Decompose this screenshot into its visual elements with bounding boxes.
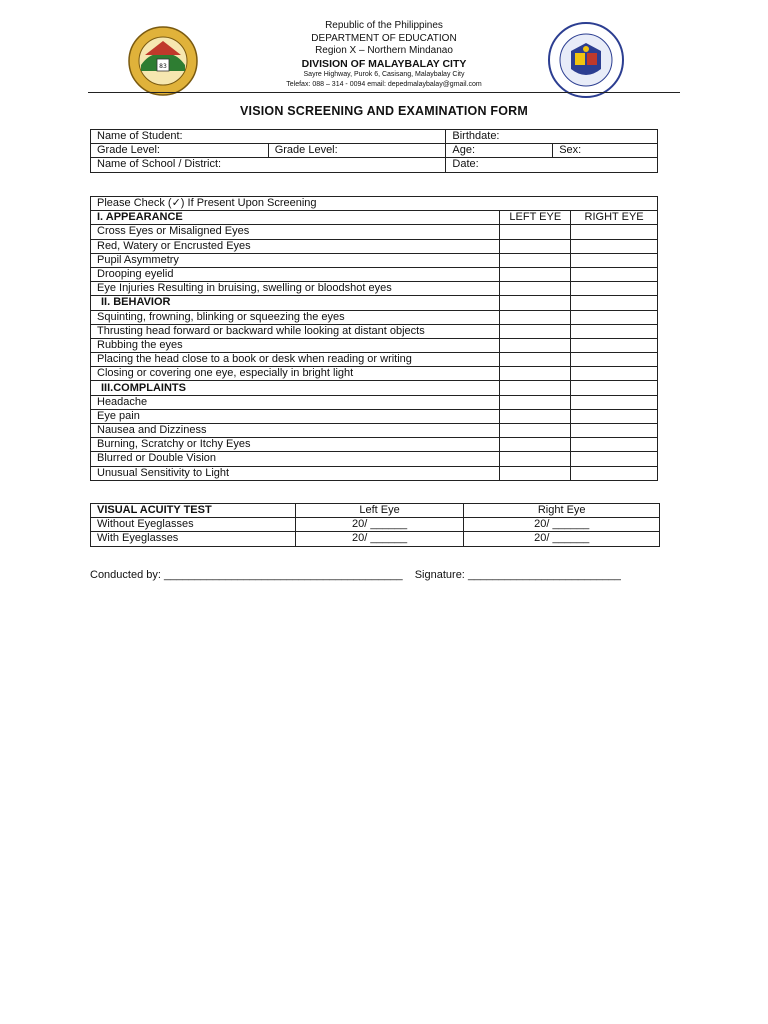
- table-row: [91, 211, 658, 225]
- acuity-left-eye-header: Left Eye: [295, 504, 464, 518]
- section-behavior-heading: II. BEHAVIOR: [91, 296, 500, 310]
- left-eye-column-header: LEFT EYE: [500, 211, 571, 225]
- table-row: [91, 518, 660, 532]
- form-title: VISION SCREENING AND EXAMINATION FORM: [240, 104, 528, 118]
- right-eye-checkbox[interactable]: [571, 424, 658, 438]
- right-eye-checkbox[interactable]: [571, 310, 658, 324]
- left-eye-checkbox[interactable]: [500, 267, 571, 281]
- left-eye-checkbox[interactable]: [500, 225, 571, 239]
- left-eye-checkbox[interactable]: [500, 367, 571, 381]
- acuity-right-value-field[interactable]: 20/ ______: [464, 518, 660, 532]
- right-eye-checkbox[interactable]: [571, 253, 658, 267]
- acuity-right-value-field[interactable]: 20/ ______: [464, 532, 660, 546]
- signature-field[interactable]: _________________________: [467, 569, 621, 581]
- left-eye-checkbox[interactable]: [500, 253, 571, 267]
- sex-label: Sex:: [559, 144, 582, 157]
- left-eye-checkbox[interactable]: [500, 324, 571, 338]
- symptom-label: Pupil Asymmetry: [91, 253, 500, 267]
- grade-level-label: Grade Level:: [97, 144, 160, 157]
- table-row: [91, 338, 658, 352]
- table-row: [91, 395, 658, 409]
- header-contact: Telefax: 088 – 314 - 0094 email: depedmalaybalay@gmail.com: [286, 81, 482, 88]
- date-label: Date:: [452, 158, 479, 171]
- header-republic: Republic of the Philippines: [325, 20, 443, 31]
- screening-instruction: Please Check (✓) If Present Upon Screening: [91, 197, 658, 211]
- table-row: [91, 367, 658, 381]
- screening-checklist-table: [90, 196, 658, 481]
- header-divider: [88, 92, 680, 93]
- conducted-by-field[interactable]: _______________________________________: [164, 569, 403, 581]
- symptom-label: Squinting, frowning, blinking or squeezing the eyes: [91, 310, 500, 324]
- right-eye-checkbox[interactable]: [571, 282, 658, 296]
- acuity-row-label: With Eyeglasses: [91, 532, 296, 546]
- section-complaints-heading: III.COMPLAINTS: [91, 381, 500, 395]
- visual-acuity-table: [90, 503, 660, 547]
- symptom-label: Eye pain: [91, 409, 500, 423]
- right-eye-checkbox[interactable]: [571, 452, 658, 466]
- right-eye-checkbox[interactable]: [571, 225, 658, 239]
- date-field[interactable]: [446, 158, 658, 172]
- table-row: [91, 197, 658, 211]
- acuity-row-label: Without Eyeglasses: [91, 518, 296, 532]
- symptom-label: Rubbing the eyes: [91, 338, 500, 352]
- left-eye-checkbox[interactable]: [500, 338, 571, 352]
- school-district-field[interactable]: [91, 158, 446, 172]
- table-row: [91, 239, 658, 253]
- symptom-label: Thrusting head forward or backward while looking at distant objects: [91, 324, 500, 338]
- right-eye-checkbox[interactable]: [571, 438, 658, 452]
- grade-level-field-2[interactable]: [268, 144, 446, 158]
- table-row: [91, 296, 658, 310]
- sex-field[interactable]: [553, 144, 658, 158]
- right-eye-checkbox[interactable]: [571, 395, 658, 409]
- age-field[interactable]: [446, 144, 553, 158]
- left-eye-cell: [500, 296, 571, 310]
- section-appearance-heading: I. APPEARANCE: [91, 211, 500, 225]
- symptom-label: Closing or covering one eye, especially in bright light: [91, 367, 500, 381]
- student-name-label: Name of Student:: [97, 130, 183, 143]
- table-row: [91, 409, 658, 423]
- left-eye-checkbox[interactable]: [500, 452, 571, 466]
- left-eye-checkbox[interactable]: [500, 239, 571, 253]
- table-row: [91, 158, 658, 172]
- symptom-label: Drooping eyelid: [91, 267, 500, 281]
- symptom-label: Red, Watery or Encrusted Eyes: [91, 239, 500, 253]
- left-eye-checkbox[interactable]: [500, 466, 571, 480]
- age-label: Age:: [452, 144, 476, 157]
- table-row: [91, 310, 658, 324]
- header-region: Region X – Northern Mindanao: [315, 45, 453, 56]
- right-eye-checkbox[interactable]: [571, 267, 658, 281]
- table-row: [91, 424, 658, 438]
- left-eye-cell: [500, 381, 571, 395]
- table-row: [91, 452, 658, 466]
- table-row: [91, 267, 658, 281]
- left-eye-checkbox[interactable]: [500, 353, 571, 367]
- conducted-by-label: Conducted by:: [90, 569, 161, 581]
- table-row: [91, 466, 658, 480]
- symptom-label: Placing the head close to a book or desk when reading or writing: [91, 353, 500, 367]
- table-row: [91, 353, 658, 367]
- left-eye-checkbox[interactable]: [500, 310, 571, 324]
- right-eye-checkbox[interactable]: [571, 338, 658, 352]
- header-division: DIVISION OF MALAYBALAY CITY: [301, 57, 467, 70]
- right-eye-checkbox[interactable]: [571, 324, 658, 338]
- grade-level-field-1[interactable]: [91, 144, 269, 158]
- acuity-right-eye-header: Right Eye: [464, 504, 660, 518]
- grade-level-label: Grade Level:: [274, 144, 338, 157]
- left-eye-checkbox[interactable]: [500, 438, 571, 452]
- symptom-label: Headache: [91, 395, 500, 409]
- table-row: [91, 282, 658, 296]
- symptom-label: Burning, Scratchy or Itchy Eyes: [91, 438, 500, 452]
- birthdate-field[interactable]: [446, 130, 658, 144]
- left-eye-checkbox[interactable]: [500, 409, 571, 423]
- right-eye-checkbox[interactable]: [571, 409, 658, 423]
- left-eye-checkbox[interactable]: [500, 395, 571, 409]
- right-eye-checkbox[interactable]: [571, 367, 658, 381]
- table-row: [91, 324, 658, 338]
- right-eye-checkbox[interactable]: [571, 353, 658, 367]
- student-name-field[interactable]: [91, 130, 446, 144]
- left-eye-checkbox[interactable]: [500, 424, 571, 438]
- header-department: DEPARTMENT OF EDUCATION: [311, 32, 457, 44]
- table-row: [91, 532, 660, 546]
- symptom-label: Nausea and Dizziness: [91, 424, 500, 438]
- acuity-left-value-field[interactable]: 20/ ______: [295, 518, 464, 532]
- student-info-table: [90, 129, 658, 173]
- table-row: [91, 144, 658, 158]
- right-eye-cell: [571, 381, 658, 395]
- form-footer: [90, 569, 621, 581]
- table-row: [91, 225, 658, 239]
- header-address: Sayre Highway, Purok 6, Casisang, Malaybalay City: [303, 71, 465, 78]
- table-row: [91, 130, 658, 144]
- symptom-label: Blurred or Double Vision: [91, 452, 500, 466]
- birthdate-label: Birthdate:: [452, 130, 500, 143]
- symptom-label: Unusual Sensitivity to Light: [91, 466, 500, 480]
- right-eye-cell: [571, 296, 658, 310]
- symptom-label: Cross Eyes or Misaligned Eyes: [91, 225, 500, 239]
- left-eye-checkbox[interactable]: [500, 282, 571, 296]
- table-row: [91, 381, 658, 395]
- table-row: [91, 504, 660, 518]
- letterhead: [0, 0, 768, 95]
- school-district-label: Name of School / District:: [97, 158, 222, 171]
- right-eye-checkbox[interactable]: [571, 466, 658, 480]
- table-row: [91, 438, 658, 452]
- acuity-left-value-field[interactable]: 20/ ______: [295, 532, 464, 546]
- acuity-heading: VISUAL ACUITY TEST: [91, 504, 296, 518]
- signature-label: Signature:: [414, 569, 465, 581]
- right-eye-column-header: RIGHT EYE: [571, 211, 658, 225]
- symptom-label: Eye Injuries Resulting in bruising, swelling or bloodshot eyes: [91, 282, 500, 296]
- table-row: [91, 253, 658, 267]
- right-eye-checkbox[interactable]: [571, 239, 658, 253]
- svg-text:83: 83: [159, 63, 167, 70]
